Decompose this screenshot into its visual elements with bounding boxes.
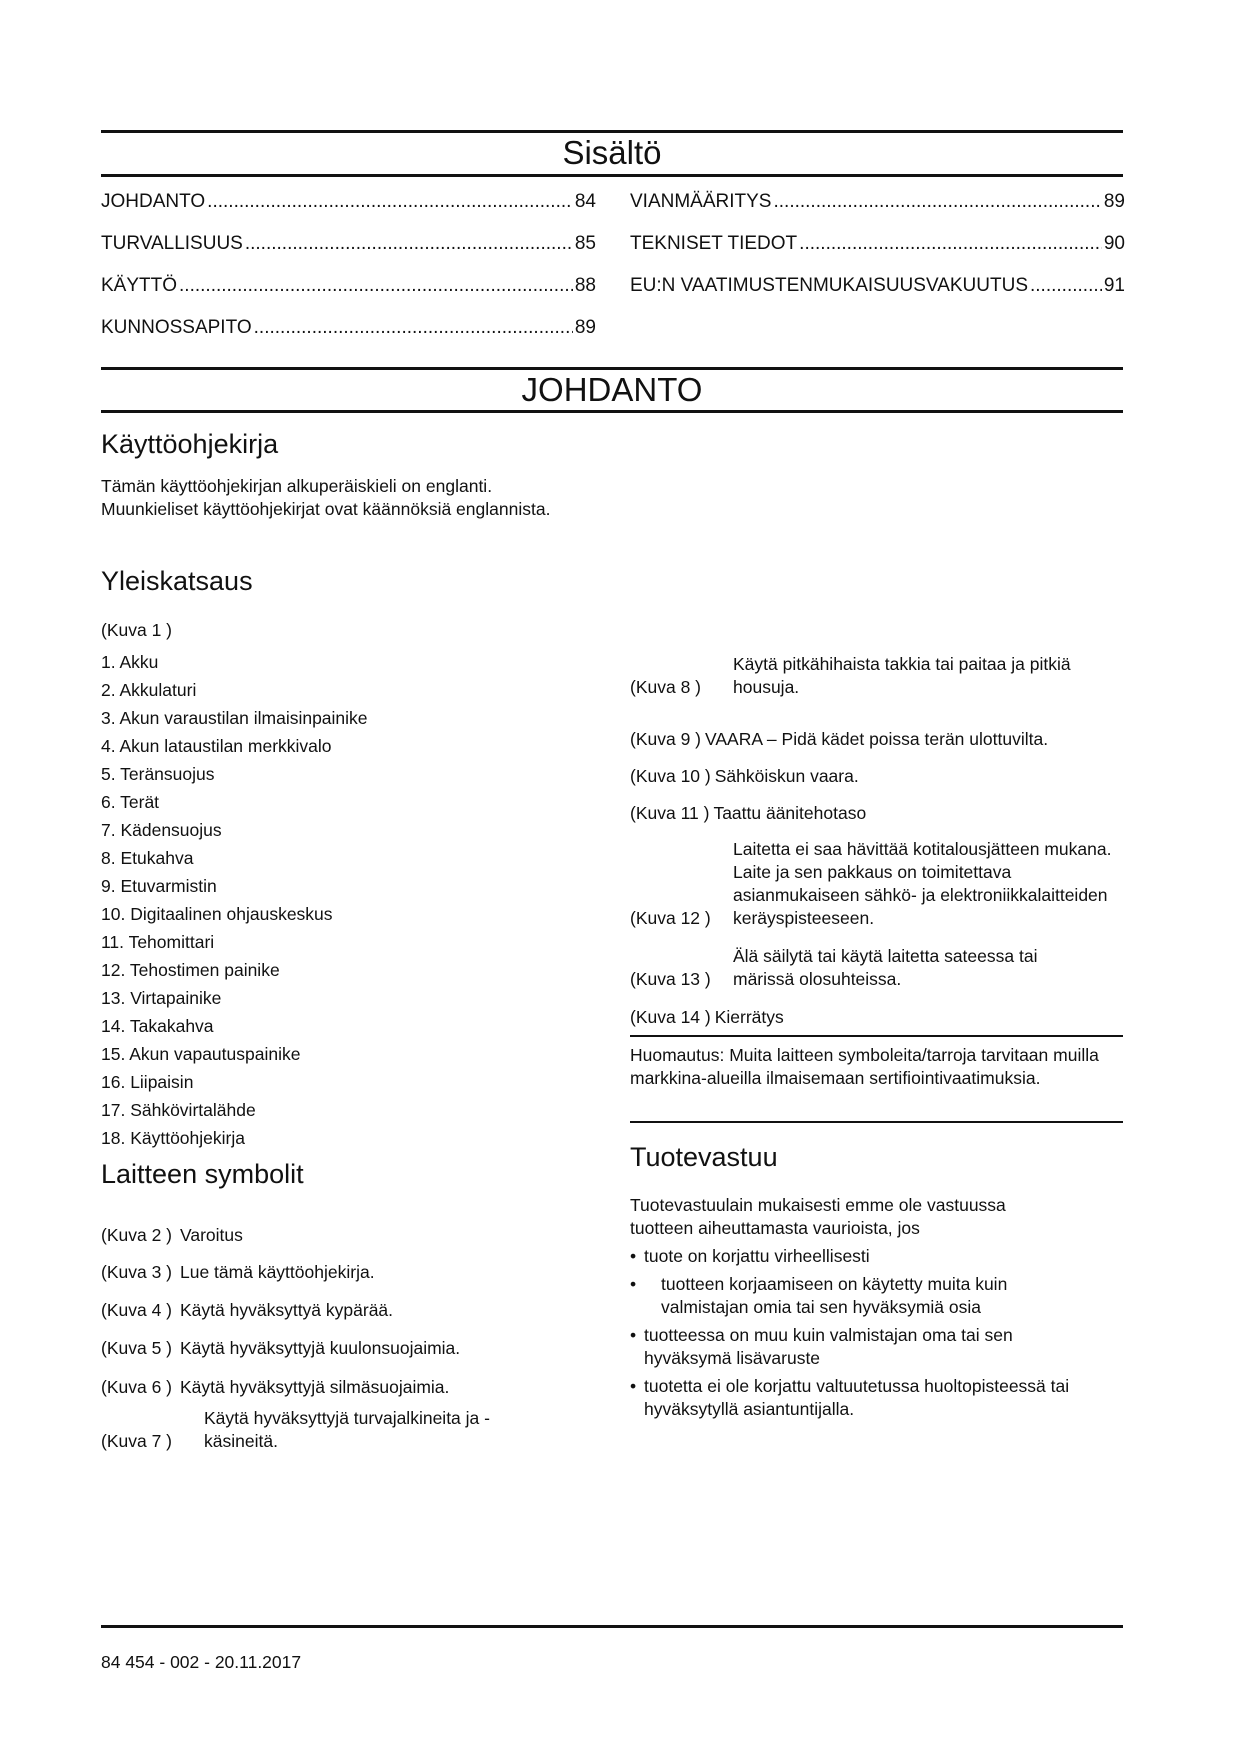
section-title-rule	[101, 410, 1123, 413]
list-item: • tuote on korjattu virheellisesti	[630, 1246, 870, 1266]
liability-text: Tuotevastuulain mukaisesti emme ole vastuussa tuotteen aiheuttamasta vaurioista, jos	[630, 1195, 1006, 1238]
liability-list	[630, 1245, 1123, 1421]
manual-text: Tämän käyttöohjekirjan alkuperäiskieli on englanti. Muunkieliset käyttöohjekirjat ovat käännöksiä englannista.	[101, 476, 551, 519]
list-item: 15. Akun vapautuspainike	[101, 1044, 301, 1064]
symbols-heading: Laitteen symbolit	[101, 1159, 304, 1189]
list-item: 5. Teränsuojus	[101, 764, 215, 784]
toc-entry[interactable]: TEKNISET TIEDOT ..... 90	[630, 233, 1125, 275]
symbol-entry: (Kuva 10 ) Sähköiskun vaara.	[630, 766, 859, 786]
list-item: 3. Akun varaustilan ilmaisinpainike	[101, 708, 368, 728]
list-item: 11. Tehomittari	[101, 932, 215, 952]
list-item: • tuotteen korjaamiseen on käytetty muita kuin valmistajan omia tai sen hyväksymiä osia	[630, 1274, 1008, 1317]
note-text: Muita laitteen symboleita/tarroja tarvitaan muilla markkina-alueilla ilmaisemaan sertifiointivaatimuksia.	[630, 1045, 1099, 1088]
note-top-rule	[630, 1035, 1123, 1037]
contents-title-rule	[101, 174, 1123, 177]
symbol-entry: (Kuva 7 ) Käytä hyväksyttyjä turvajalkineita ja -käsineitä.	[101, 1408, 490, 1451]
toc-entry[interactable]: TURVALLISUUS ..... 85	[101, 233, 596, 275]
symbols-right-list	[630, 653, 1123, 1029]
symbol-entry: (Kuva 11 ) Taattu äänitehotaso	[630, 803, 867, 823]
list-item: 7. Kädensuojus	[101, 820, 222, 840]
symbol-entry: (Kuva 9 ) VAARA – Pidä kädet poissa terän ulottuvilta.	[630, 729, 1049, 749]
symbol-entry: (Kuva 5 ) Käytä hyväksyttyjä kuulonsuojaimia.	[101, 1338, 461, 1358]
note-block	[630, 1044, 1123, 1090]
note-label: Huomautus:	[630, 1045, 725, 1065]
list-item: 9. Etuvarmistin	[101, 876, 217, 896]
list-item: • tuotteessa on muu kuin valmistajan oma tai sen hyväksymä lisävaruste	[630, 1325, 1013, 1368]
toc-left-column	[101, 191, 596, 359]
symbol-entry: (Kuva 3 ) Lue tämä käyttöohjekirja.	[101, 1262, 375, 1282]
list-item: 2. Akkulaturi	[101, 680, 197, 700]
section-title: JOHDANTO	[521, 371, 703, 408]
note-bottom-rule	[630, 1121, 1123, 1123]
symbols-left-list	[101, 1210, 551, 1453]
symbol-entry: (Kuva 8 ) Käytä pitkähihaista takkia tai paitaa ja pitkiä housuja.	[630, 654, 1071, 697]
toc-entry[interactable]: KUNNOSSAPITO ..... 89	[101, 317, 596, 359]
list-item: 6. Terät	[101, 792, 160, 812]
toc-entry[interactable]: JOHDANTO ..... 84	[101, 191, 596, 233]
overview-list	[101, 648, 551, 1152]
list-item: 10. Digitaalinen ohjauskeskus	[101, 904, 333, 924]
list-item: 4. Akun lataustilan merkkivalo	[101, 736, 332, 756]
symbol-entry: (Kuva 13 ) Älä säilytä tai käytä laitetta sateessa tai märissä olosuhteissa.	[630, 946, 1038, 989]
toc-entry[interactable]: VIANMÄÄRITYS ..... 89	[630, 191, 1125, 233]
list-item: 8. Etukahva	[101, 848, 194, 868]
symbol-entry: (Kuva 6 ) Käytä hyväksyttyjä silmäsuojaimia.	[101, 1377, 450, 1397]
footer-doc-id: 84 454 - 002 - 20.11.2017	[101, 1652, 302, 1672]
toc-entry[interactable]: EU:N VAATIMUSTENMUKAISUUSVAKUUTUS ..... 91	[630, 275, 1125, 317]
list-item: 17. Sähkövirtalähde	[101, 1100, 256, 1120]
overview-figure-ref: (Kuva 1 )	[101, 620, 172, 640]
toc-right-column	[630, 191, 1125, 317]
list-item: 16. Liipaisin	[101, 1072, 194, 1092]
footer-rule	[101, 1625, 1123, 1628]
list-item: 13. Virtapainike	[101, 988, 222, 1008]
liability-heading: Tuotevastuu	[630, 1142, 778, 1172]
list-item: 12. Tehostimen painike	[101, 960, 280, 980]
list-item: 18. Käyttöohjekirja	[101, 1128, 245, 1148]
manual-heading: Käyttöohjekirja	[101, 429, 279, 459]
symbol-entry: (Kuva 4 ) Käytä hyväksyttyä kypärää.	[101, 1300, 394, 1320]
overview-heading: Yleiskatsaus	[101, 566, 253, 596]
toc-entry[interactable]: KÄYTTÖ ..... 88	[101, 275, 596, 317]
symbol-entry: (Kuva 2 ) Varoitus	[101, 1225, 243, 1245]
list-item: • tuotetta ei ole korjattu valtuutetussa huoltopisteessä tai hyväksytyllä asiantuntijalla.	[630, 1376, 1070, 1419]
list-item: 1. Akku	[101, 652, 159, 672]
symbol-entry: (Kuva 12 ) Laitetta ei saa hävittää kotitalousjätteen mukana. Laite ja sen pakkaus on toimitettava asianmukaiseen sähkö- ja elektroniikkalaitteiden keräyspisteeseen.	[630, 839, 1112, 928]
list-item: 14. Takakahva	[101, 1016, 214, 1036]
symbol-entry: (Kuva 14 ) Kierrätys	[630, 1007, 784, 1027]
contents-title: Sisältö	[562, 134, 662, 171]
